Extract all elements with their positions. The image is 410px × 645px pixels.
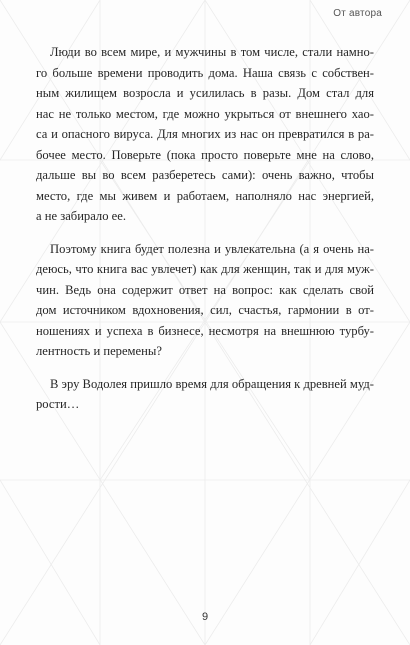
- text-line: дом источником вдохновения, сил, счастья, гармонии в от-: [36, 303, 374, 317]
- body-text: [36, 42, 374, 427]
- text-line: рости…: [36, 397, 80, 411]
- text-line: место, где мы живем и работаем, наполняло нас энергией,: [36, 188, 374, 203]
- text-line: дальше вы во всем разберетесь сами): очень важно, чтобы: [36, 168, 374, 182]
- text-line: го больше времени проводить дома. Наша связь с собствен-: [36, 65, 374, 80]
- text-line: ным жилищем возросла и усилилась в разы. Дом стал для: [36, 86, 374, 100]
- paragraph-3: [36, 374, 374, 415]
- running-head: От автора: [333, 8, 382, 19]
- text-line: лентность и перемены?: [36, 344, 162, 358]
- text-line: В эру Водолея пришло время для обращения к древней муд-: [50, 376, 374, 391]
- text-line: бочее место. Поверьте (пока просто поверьте мне на слово,: [36, 147, 374, 162]
- text-line: чин. Ведь она содержит ответ на вопрос: как сделать свой: [36, 282, 374, 297]
- text-line: ношениях и успеха в бизнесе, несмотря на внешнюю турбу-: [36, 323, 374, 338]
- text-line: Поэтому книга будет полезна и увлекательна (а я очень на-: [50, 241, 374, 256]
- text-line: са и опасного вируса. Для многих из нас он превратился в ра-: [36, 127, 374, 141]
- paragraph-1: [36, 42, 374, 227]
- text-line: деюсь, что книга вас увлечет) как для женщин, так и для муж-: [36, 262, 374, 276]
- text-line: нас не только местом, где можно укрыться от внешнего хао-: [36, 106, 374, 121]
- text-line: Люди во всем мире, и мужчины в том числе, стали намно-: [50, 45, 374, 59]
- paragraph-2: [36, 239, 374, 362]
- text-line: а не забирало ее.: [36, 209, 126, 223]
- page-number: 9: [201, 611, 209, 623]
